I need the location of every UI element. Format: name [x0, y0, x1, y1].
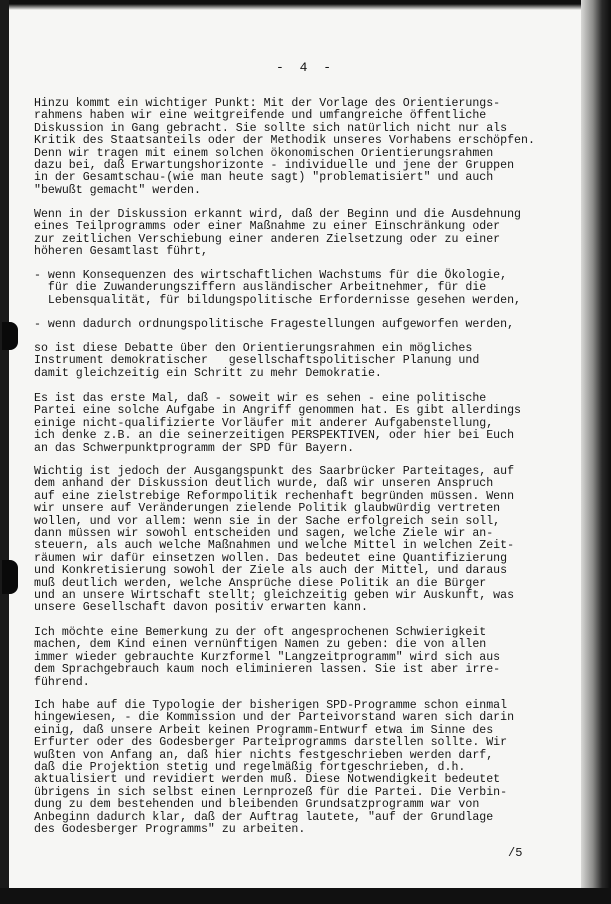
- text-line: - wenn dadurch ordnungspolitische Fragestellungen aufgeworfen werden,: [34, 318, 515, 331]
- paragraph: [34, 466, 562, 615]
- text-line: steuern, als auch welche Maßnahmen und welche Mittel in welchen Zeit-: [34, 539, 515, 553]
- paragraph: [34, 98, 562, 197]
- text-line: Erfurter oder des Godesberger Parteiprogramms darstellen sollte. Wir: [34, 736, 508, 750]
- text-line: übrigens in sich selbst einen Lernprozeß für die Partei. Die Verbin-: [34, 785, 508, 799]
- text-line: daß die Projektion stetig und regelmäßig fortgeschrieben, d.h.: [34, 760, 466, 774]
- text-line: und Konkretisierung sowohl der Ziele als auch der Mittel, und daraus: [34, 564, 508, 578]
- punch-hole: [2, 322, 18, 350]
- text-line: in der Gesamtschau-(wie man heute sagt) "problematisiert" und auch: [34, 171, 494, 185]
- bullet-item: [34, 270, 562, 307]
- text-line: "bewußt gemacht" werden.: [34, 183, 201, 197]
- text-line: höheren Gesamtlast führt,: [34, 245, 208, 259]
- text-line: ich denke z.B. an die seinerzeitigen PERSPEKTIVEN, oder hier bei Euch: [34, 429, 515, 443]
- paragraph: [34, 393, 562, 455]
- paragraph: [34, 209, 562, 259]
- text-line: aktualisiert und revidiert werden muß. Diese Notwendigkeit bedeutet: [34, 773, 501, 787]
- paragraph: [34, 627, 562, 689]
- text-line: Denn wir tragen mit einem solchen ökonomischen Orientierungsrahmen: [34, 146, 494, 160]
- scan-left-edge: [0, 0, 9, 904]
- scan-right-edge: [581, 0, 611, 904]
- text-line: immer wieder gebrauchte Kurzformel "Langzeitprogramm" wird sich aus: [34, 650, 501, 664]
- text-line: des Godesberger Programms" zu arbeiten.: [34, 822, 306, 836]
- text-line: dann müssen wir sowohl entscheiden und sagen, welche Ziele wir an-: [34, 526, 494, 540]
- text-line: rahmens haben wir eine weitgreifende und umfangreiche öffentliche: [34, 109, 487, 123]
- punch-hole: [2, 560, 18, 594]
- text-line: einige nicht-qualifizierte Vorläufer mit anderer Aufgabenstellung,: [34, 416, 494, 430]
- text-line: so ist diese Debatte über den Orientierungsrahmen ein mögliches: [34, 342, 473, 355]
- text-line: damit gleichzeitig ein Schritt zu mehr Demokratie.: [34, 366, 382, 380]
- paragraph: [34, 343, 562, 380]
- scan-bottom-edge: [0, 888, 611, 904]
- bullet-item: [34, 319, 562, 331]
- text-line: für die Zuwanderungsziffern ausländischer Arbeitnehmer, für die: [34, 281, 487, 295]
- text-line: Es ist das erste Mal, daß - soweit wir es sehen - eine politische: [34, 392, 487, 405]
- text-line: eines Teilprogramms oder einer Maßnahme zu einer Einschränkung oder: [34, 220, 501, 234]
- text-line: führend.: [34, 675, 90, 689]
- text-line: zur zeitlichen Verschiebung einer anderen Zielsetzung oder zu einer: [34, 232, 501, 246]
- text-line: auf eine zielstrebige Reformpolitik rechenhaft begründen müssen. Wenn: [34, 489, 515, 503]
- scan-top-edge: [0, 0, 611, 10]
- text-line: wußten von Anfang an, daß hier nichts festgeschrieben werden darf,: [34, 748, 494, 762]
- text-line: dung zu dem bestehenden und bleibenden Grundsatzprogramm war von: [34, 798, 480, 812]
- text-line: einig, daß unsere Arbeit keinen Programm-Entwurf etwa im Sinne des: [34, 723, 494, 737]
- text-line: Hinzu kommt ein wichtiger Punkt: Mit der Vorlage des Orientierungs-: [34, 97, 501, 110]
- text-line: Kritik des Staatsanteils oder der Methodik unseres Vorhabens erschöpfen.: [34, 134, 535, 148]
- continuation-reference: /5: [508, 846, 523, 860]
- text-line: dem Sprachgebrauch kaum noch eliminieren lassen. Sie ist aber irre-: [34, 663, 501, 677]
- text-line: Instrument demokratischer gesellschaftspolitischer Planung und: [34, 354, 480, 368]
- text-line: Ich möchte eine Bemerkung zu der oft angesprochenen Schwierigkeit: [34, 626, 487, 639]
- text-line: unsere Gesellschaft davon positiv erwarten kann.: [34, 601, 368, 615]
- text-line: - wenn Konsequenzen des wirtschaftlichen Wachstums für die Ökologie,: [34, 269, 508, 282]
- text-line: Diskussion in Gang gebracht. Sie sollte sich natürlich nicht nur als: [34, 121, 508, 135]
- text-line: Anbeginn dadurch klar, daß der Auftrag lautete, "auf der Grundlage: [34, 810, 494, 824]
- text-line: dem anhand der Diskussion deutlich wurde, daß wir unseren Anspruch: [34, 477, 494, 491]
- text-line: Ich habe auf die Typologie der bisherigen SPD-Programme schon einmal: [34, 699, 508, 712]
- page-number: - 4 -: [275, 60, 335, 75]
- text-line: Wichtig ist jedoch der Ausgangspunkt des Saarbrücker Parteitages, auf: [34, 465, 515, 478]
- text-line: räumen wir dafür einsetzen wollen. Das bedeutet eine Quantifizierung: [34, 551, 508, 565]
- text-line: machen, dem Kind einen vernünftigen Namen zu geben: die von allen: [34, 638, 487, 652]
- text-line: und an unsere Wirtschaft stellt; gleichzeitig geben wir Auskunft, was: [34, 588, 515, 602]
- text-line: Partei eine solche Aufgabe in Angriff genommen hat. Es gibt allerdings: [34, 404, 522, 418]
- text-line: muß deutlich werden, welche Ansprüche diese Politik an die Bürger: [34, 576, 487, 590]
- text-line: wir unsere auf Veränderungen zielende Politik glaubwürdig vertreten: [34, 502, 501, 516]
- text-line: wollen, und vor allem: wenn sie in der Sache erfolgreich sein soll,: [34, 514, 501, 528]
- paragraph: [34, 700, 562, 836]
- text-line: Wenn in der Diskussion erkannt wird, daß der Beginn und die Ausdehnung: [34, 208, 522, 221]
- text-line: an das Schwerpunktprogramm der SPD für Bayern.: [34, 441, 355, 455]
- text-line: hingewiesen, - die Kommission und der Parteivorstand waren sich darin: [34, 711, 515, 725]
- text-line: dazu bei, daß Erwartungshorizonte - individuelle und jene der Gruppen: [34, 158, 515, 172]
- text-line: Lebensqualität, für bildungspolitische Erfordernisse gesehen werden,: [34, 293, 522, 307]
